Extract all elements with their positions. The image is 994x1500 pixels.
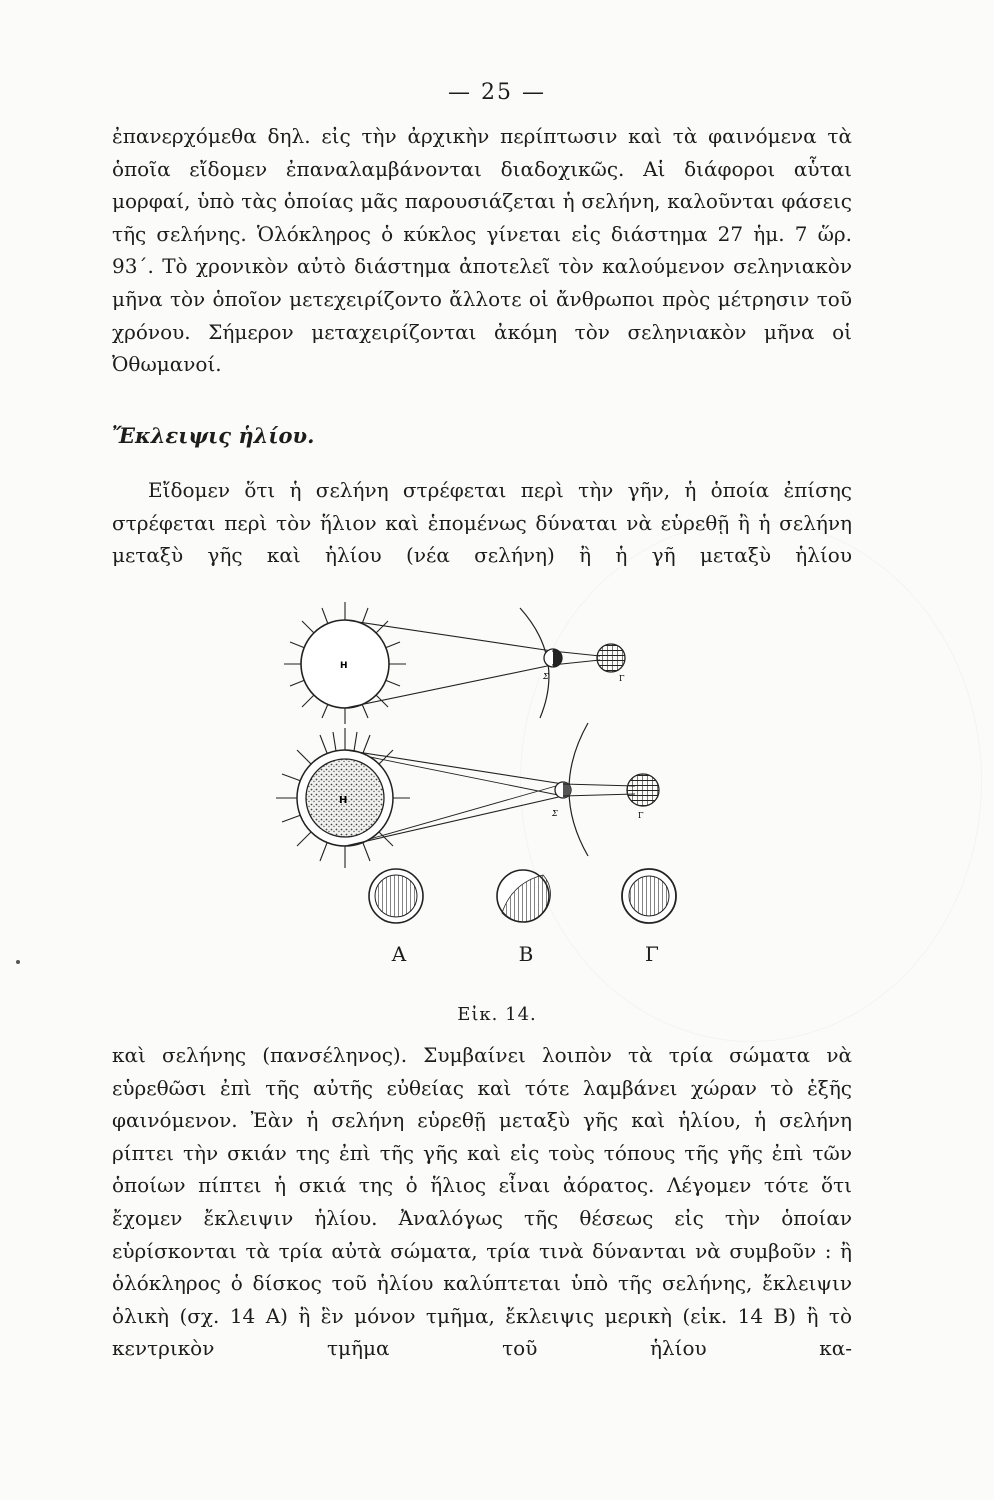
panel-label-a: Α — [391, 942, 407, 966]
paper-speck — [16, 960, 20, 964]
shadow-line-bottom-lower — [563, 794, 635, 796]
total-eclipse-diagram — [284, 602, 625, 724]
paragraph-lunar-phases: ἐπανερχόμεθα δηλ. εἰς τὴν ἀρχικὴν περίπτωσιν καὶ τὰ φαινόμενα τὰ ὁποῖα εἴδομεν ἐπαναλαμβάνονται διαδοχικῶς. Αἱ διάφοροι αὗται μορφαί, ὑπὸ τὰς ὁποίας μᾶς παρουσιάζεται ἡ σελήνη, καλοῦνται φάσεις τῆς σελήνης. Ὁλόκληρος ὁ κύκλος γίνεται εἰς διάστημα 27 ἡμ. 7 ὥρ. 93΄. Τὸ χρονικὸν αὐτὸ διάστημα ἀποτελεῖ τὸν καλούμενον σεληνιακὸν μῆνα τὸν ὁποῖον μετεχειρίζοντο ἄλλοτε οἱ ἄνθρωποι πρὸς μέτρησιν τοῦ χρόνου. Σήμερον μεταχειρίζονται ἀκόμη τὸν σεληνιακὸν μῆνα οἱ Ὀθωμανοί. — [112, 124, 852, 377]
moon-label-top: Σ — [543, 672, 549, 681]
eclipse-figure — [250, 598, 700, 978]
eclipse-panel-a — [369, 869, 423, 923]
earth-bottom — [627, 774, 659, 806]
earth-top — [597, 644, 625, 672]
paragraph-eclipse-explanation: καὶ σελήνης (πανσέληνος). Συμβαίνει λοιπὸν τὰ τρία σώματα νὰ εὑρεθῶσι ἐπὶ τῆς αὐτῆς εὐθείας καὶ τότε λαμβάνει χώραν τὸ ἑξῆς φαινόμενον. Ἐὰν ἡ σελήνη εὑρεθῇ μεταξὺ γῆς καὶ ἡλίου, ἡ σελήνη ρίπτει τὴν σκιάν της ἐπὶ τῆς γῆς καὶ εἰς τοὺς τόπους τῆς γῆς ἐπὶ τῶν ὁποίων πίπτει ἡ σκιά της ὁ ἥλιος εἶναι ἀόρατος. Λέγομεν τότε ὅτι ἔχομεν ἔκλειψιν ἡλίου. Ἀναλόγως τῆς θέσεως εἰς τὴν ὁποίαν εὑρίσκονται τὰ τρία αὐτὰ σώματα, τρία τινὰ δύνανται νὰ συμβοῦν : ἢ ὁλόκληρος ὁ δίσκος τοῦ ἡλίου καλύπτεται ὑπὸ τῆς σελήνης, ἔκλειψιν ὁλικὴ (σχ. 14 Α) ἢ ἓν μόνον τμῆμα, ἔκλειψις μερικὴ (εἰκ. 14 Β) ἢ τὸ κεντρικὸν τμῆμα τοῦ ἡλίου κα- — [112, 1043, 852, 1361]
eclipse-panel-g — [622, 869, 676, 923]
paragraph-eclipse-intro: Εἴδομεν ὅτι ἡ σελήνη στρέφεται περὶ τὴν γῆν, ἡ ὁποία ἐπίσης στρέφεται περὶ τὸν ἥλιον καὶ ἑπομένως δύναται νὰ εὑρεθῇ ἢ ἡ σελήνη μεταξὺ γῆς καὶ ἡλίου (νέα σελήνη) ἢ ἡ γῆ μεταξὺ ἡλίου — [112, 478, 852, 568]
cone-line-bottom-cross-b — [370, 784, 563, 839]
moon-label-bottom: Σ — [552, 809, 558, 818]
panel-label-g: Γ — [645, 942, 659, 966]
page-number: — 25 — — [448, 80, 546, 105]
cone-line-bottom-cross-a — [370, 757, 563, 796]
section-heading-solar-eclipse: Ἔκλειψις ἡλίου. — [112, 423, 315, 448]
earth-label-top: Γ — [619, 674, 625, 683]
eclipse-panel-b — [497, 870, 550, 922]
moon-orbit-arc-bottom — [569, 723, 588, 856]
panel-label-b: Β — [518, 942, 534, 966]
moon-orbit-arc-top — [520, 608, 549, 718]
shadow-line-bottom-upper — [563, 784, 635, 786]
figure-caption: Εἰκ. 14. — [457, 1004, 537, 1025]
earth-label-bottom: Γ — [638, 811, 644, 820]
sun-label-top: Η — [340, 661, 348, 671]
umbra-penumbra-diagram — [276, 723, 659, 868]
sun-label-bottom: Η — [339, 795, 348, 806]
